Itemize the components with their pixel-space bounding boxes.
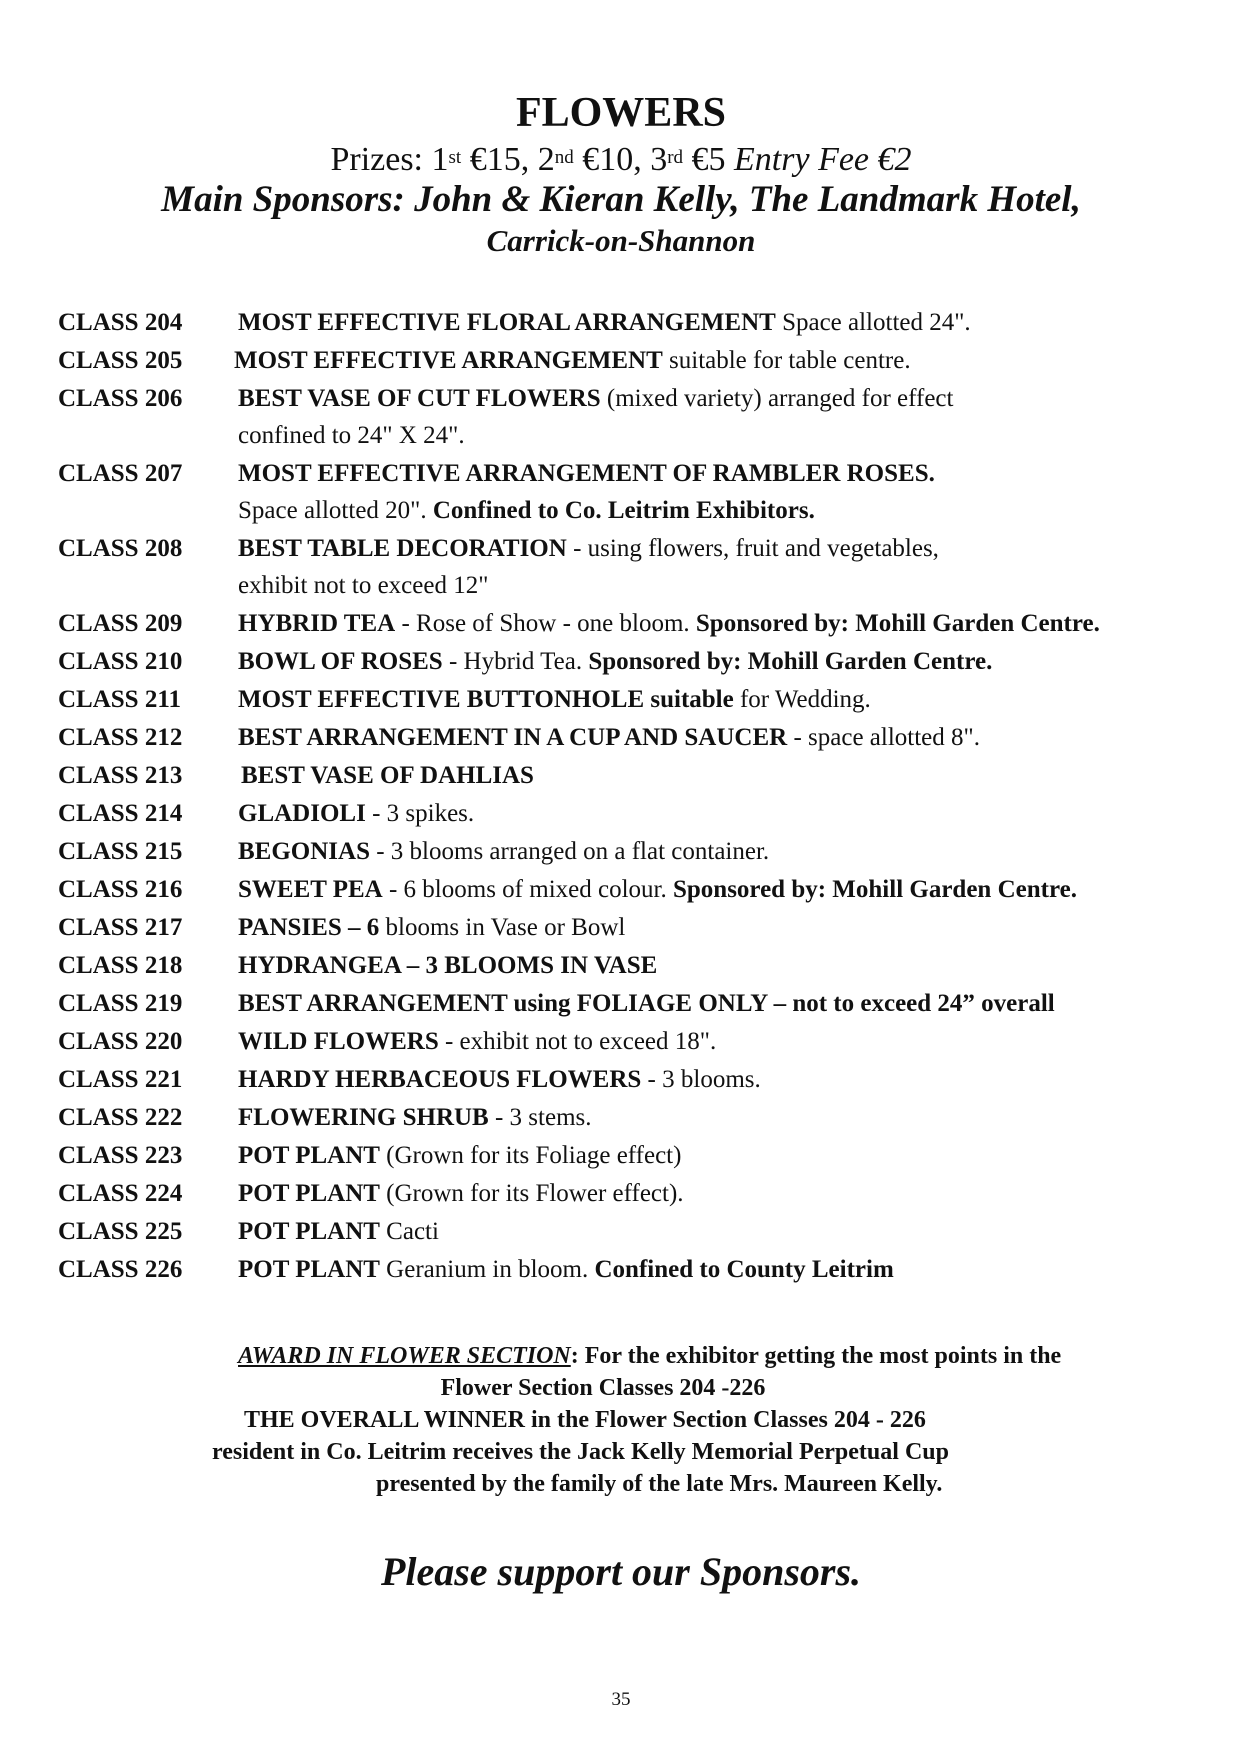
class-detail: - Hybrid Tea. — [442, 648, 589, 675]
class-label: CLASS 214 — [58, 800, 183, 827]
class-label: CLASS 208 — [58, 535, 183, 562]
class-sponsor: Sponsored by: Mohill Garden Centre. — [672, 876, 1077, 903]
class-detail: Geranium in bloom. — [379, 1256, 595, 1283]
main-sponsors: Main Sponsors: John & Kieran Kelly, The Landmark Hotel, — [161, 179, 1081, 220]
class-description — [238, 719, 1198, 757]
class-row — [58, 1061, 1198, 1099]
class-label: CLASS 218 — [58, 952, 183, 979]
class-title: PANSIES – 6 — [238, 914, 380, 941]
class-description — [238, 1061, 1198, 1099]
class-row — [58, 1213, 1198, 1251]
class-label: CLASS 210 — [58, 648, 183, 675]
class-restriction: Confined to Co. Leitrim Exhibitors. — [432, 497, 815, 524]
class-detail-continued: Space allotted 20". Confined to Co. Leitrim Exhibitors. — [238, 497, 815, 524]
class-row — [58, 757, 1198, 795]
class-description — [238, 985, 1198, 1023]
class-row — [58, 719, 1198, 757]
class-detail: (Grown for its Flower effect). — [379, 1180, 684, 1207]
class-detail: - using flowers, fruit and vegetables, — [566, 535, 939, 562]
class-title: POT PLANT — [238, 1142, 380, 1169]
class-row — [58, 681, 1198, 719]
class-label: CLASS 217 — [58, 914, 183, 941]
class-label: CLASS 211 — [58, 686, 181, 713]
class-row — [58, 1099, 1198, 1137]
class-detail: - 3 blooms arranged on a flat container. — [369, 838, 770, 865]
class-title: BEST ARRANGEMENT using FOLIAGE ONLY – not to exceed 24” overall — [238, 990, 1055, 1017]
award-line-5: presented by the family of the late Mrs. Maureen Kelly. — [376, 1471, 943, 1497]
class-label: CLASS 206 — [58, 385, 183, 412]
class-row — [58, 1023, 1198, 1061]
class-detail: Space allotted 24". — [775, 309, 971, 336]
class-description — [238, 380, 1198, 455]
class-row — [58, 795, 1198, 833]
class-title: BEGONIAS — [238, 838, 370, 865]
class-detail: - 6 blooms of mixed colour. — [382, 876, 673, 903]
class-description — [238, 909, 1198, 947]
class-detail: for Wedding. — [733, 686, 871, 713]
class-description — [238, 605, 1198, 643]
class-detail: (mixed variety) arranged for effect — [600, 385, 954, 412]
class-title: FLOWERING SHRUB — [238, 1104, 489, 1131]
class-description — [238, 833, 1198, 871]
award-heading: AWARD IN FLOWER SECTION — [238, 1343, 571, 1369]
class-row — [58, 833, 1198, 871]
class-row — [58, 643, 1198, 681]
class-description — [238, 947, 1198, 985]
class-description — [238, 455, 1198, 530]
class-row — [58, 985, 1198, 1023]
entry-fee: Entry Fee €2 — [734, 141, 912, 178]
class-label: CLASS 221 — [58, 1066, 183, 1093]
class-detail-continued: exhibit not to exceed 12" — [238, 572, 489, 599]
page-number: 35 — [611, 1689, 631, 1710]
class-title: HARDY HERBACEOUS FLOWERS — [238, 1066, 642, 1093]
class-detail: - exhibit not to exceed 18". — [438, 1028, 717, 1055]
class-title: BEST VASE OF CUT FLOWERS — [238, 385, 601, 412]
class-title: BEST VASE OF DAHLIAS — [241, 762, 534, 789]
class-description — [238, 304, 1198, 342]
class-title: BOWL OF ROSES — [238, 648, 443, 675]
class-label: CLASS 224 — [58, 1180, 183, 1207]
class-label: CLASS 222 — [58, 1104, 183, 1131]
class-sponsor: Confined to County Leitrim — [594, 1256, 894, 1283]
class-detail: - Rose of Show - one bloom. — [395, 610, 696, 637]
class-detail: blooms in Vase or Bowl — [379, 914, 626, 941]
class-detail: suitable for table centre. — [662, 347, 911, 374]
class-row — [58, 1137, 1198, 1175]
class-description — [238, 1099, 1198, 1137]
class-title: WILD FLOWERS — [238, 1028, 439, 1055]
class-description — [238, 681, 1198, 719]
class-row — [58, 871, 1198, 909]
prizes-line: Prizes: 1st €15, 2nd €10, 3rd €5 Entry Fee €2 — [330, 141, 912, 178]
class-label: CLASS 220 — [58, 1028, 183, 1055]
class-title: BEST ARRANGEMENT IN A CUP AND SAUCER — [238, 724, 788, 751]
class-label: CLASS 215 — [58, 838, 183, 865]
award-line-3: THE OVERALL WINNER in the Flower Section Classes 204 - 226 — [244, 1407, 926, 1433]
class-sponsor: Sponsored by: Mohill Garden Centre. — [695, 610, 1100, 637]
class-row — [58, 342, 1198, 380]
class-description — [238, 643, 1198, 681]
class-description — [238, 1023, 1198, 1061]
class-description — [234, 342, 1198, 380]
award-line-4: resident in Co. Leitrim receives the Jack Kelly Memorial Perpetual Cup — [212, 1439, 949, 1465]
class-title: HYBRID TEA — [238, 610, 396, 637]
class-title: POT PLANT — [238, 1180, 380, 1207]
class-label: CLASS 225 — [58, 1218, 183, 1245]
class-label: CLASS 209 — [58, 610, 183, 637]
class-description — [238, 1175, 1198, 1213]
class-label: CLASS 223 — [58, 1142, 183, 1169]
class-detail: - 3 spikes. — [365, 800, 475, 827]
class-row — [58, 605, 1198, 643]
class-title: POT PLANT — [238, 1256, 380, 1283]
class-description — [238, 1137, 1198, 1175]
class-list — [58, 304, 1198, 1289]
class-label: CLASS 207 — [58, 460, 183, 487]
class-label: CLASS 212 — [58, 724, 183, 751]
award-line-2: Flower Section Classes 204 -226 — [440, 1375, 766, 1401]
class-detail: (Grown for its Foliage effect) — [379, 1142, 682, 1169]
class-row — [58, 380, 1198, 455]
class-label: CLASS 226 — [58, 1256, 183, 1283]
class-row — [58, 304, 1198, 342]
class-detail-continued: confined to 24" X 24". — [238, 422, 465, 449]
page-title: FLOWERS — [515, 90, 727, 136]
class-title: MOST EFFECTIVE ARRANGEMENT — [234, 347, 663, 374]
sponsor-location: Carrick-on-Shannon — [486, 223, 756, 258]
class-label: CLASS 219 — [58, 990, 183, 1017]
class-detail: - space allotted 8". — [787, 724, 980, 751]
class-label: CLASS 216 — [58, 876, 183, 903]
class-description — [238, 1251, 1198, 1289]
class-description — [241, 757, 1198, 795]
class-description — [238, 795, 1198, 833]
class-description — [238, 871, 1198, 909]
class-label: CLASS 204 — [58, 309, 183, 336]
class-title: MOST EFFECTIVE FLORAL ARRANGEMENT — [238, 309, 776, 336]
class-sponsor: Sponsored by: Mohill Garden Centre. — [588, 648, 993, 675]
class-title: MOST EFFECTIVE ARRANGEMENT OF RAMBLER ROSES. — [238, 460, 935, 487]
class-title: POT PLANT — [238, 1218, 380, 1245]
class-title: HYDRANGEA – 3 BLOOMS IN VASE — [238, 952, 658, 979]
class-label: CLASS 205 — [58, 347, 183, 374]
class-description — [238, 530, 1198, 605]
class-row — [58, 455, 1198, 530]
class-row — [58, 947, 1198, 985]
class-title: MOST EFFECTIVE BUTTONHOLE suitable — [238, 686, 734, 713]
class-detail: - 3 stems. — [488, 1104, 592, 1131]
class-row — [58, 1251, 1198, 1289]
class-row — [58, 909, 1198, 947]
class-detail: Cacti — [379, 1218, 439, 1245]
class-row — [58, 530, 1198, 605]
class-title: SWEET PEA — [238, 876, 383, 903]
class-row — [58, 1175, 1198, 1213]
class-detail: - 3 blooms. — [641, 1066, 761, 1093]
support-sponsors-note: Please support our Sponsors. — [380, 1549, 862, 1594]
class-title: GLADIOLI — [238, 800, 366, 827]
class-description — [238, 1213, 1198, 1251]
award-line-1: AWARD IN FLOWER SECTION: For the exhibitor getting the most points in the — [238, 1343, 1062, 1369]
class-title: BEST TABLE DECORATION — [238, 535, 567, 562]
class-label: CLASS 213 — [58, 762, 183, 789]
